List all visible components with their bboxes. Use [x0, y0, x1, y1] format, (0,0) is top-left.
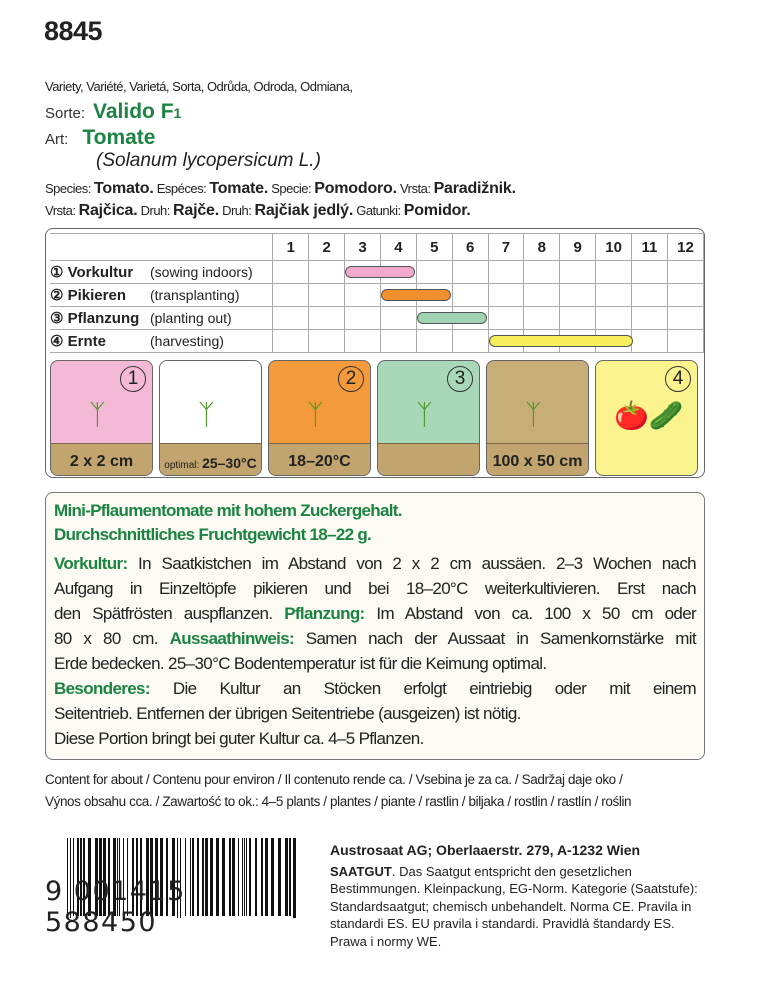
content-line-1: Content for about / Contenu pour environ / Il contenuto rende ca. / Vsebina je za ca. / Sadržaj daje oko /: [45, 772, 623, 787]
description-text: Aufgang in Einzeltöpfe pikieren und bei 18–20°C weiterkultivieren. Erst nach: [54, 579, 696, 598]
month-cell: [345, 330, 381, 353]
month-header: 7: [488, 234, 524, 261]
month-cell: [452, 261, 488, 284]
section-label: Pflanzung:: [284, 604, 365, 623]
month-cell: [273, 307, 309, 330]
barcode-digits: 9 001415 588450: [45, 876, 186, 938]
variety-label: Variety, Variété, Varietá, Sorta, Odrůda, Odroda, Odmiana,: [45, 79, 353, 94]
description-text: In Saatkistchen im Abstand von 2 x 2 cm aussäen. 2–3 Wochen nach: [127, 554, 696, 573]
panel-label-text: 25–30°C: [202, 455, 257, 471]
description-line: [54, 551, 696, 576]
description-text: [54, 551, 696, 751]
basket-icon: 🍅🥒: [614, 400, 684, 431]
panel-label-text: 18–20°C: [288, 453, 351, 470]
month-cell: [273, 284, 309, 307]
month-header: 11: [632, 234, 668, 261]
variety-row: [45, 100, 181, 124]
month-cell: [273, 261, 309, 284]
month-cell: [488, 307, 524, 330]
species-translation: Tomate.: [209, 180, 269, 197]
description-line: [54, 651, 696, 676]
instruction-panel: [268, 360, 371, 476]
month-cell: [632, 261, 668, 284]
month-header: 8: [524, 234, 560, 261]
month-cell: [632, 307, 668, 330]
month-cell: [596, 261, 632, 284]
month-cell: [309, 330, 345, 353]
variety-subscript: 1: [173, 105, 182, 121]
task-english: (planting out): [150, 310, 232, 326]
headline-1: Mini-Pflaumentomate mit hohem Zuckergehalt.: [54, 501, 402, 520]
species-translation: Tomato.: [93, 180, 154, 197]
month-cell: [667, 261, 703, 284]
task-bar: [381, 289, 451, 301]
species-lang-label: Druh:: [140, 203, 174, 218]
instruction-panel: [377, 360, 480, 476]
species-row: [45, 126, 155, 150]
task-bar: [489, 335, 633, 347]
soil-strip: [378, 443, 479, 475]
species-lang-label: Specie:: [271, 181, 315, 196]
task-name: ① Vorkultur: [50, 264, 134, 281]
species-lang-label: Druh:: [222, 203, 255, 218]
section-label: Aussaathinweis:: [169, 629, 295, 648]
month-header: 12: [667, 234, 703, 261]
calendar-corner: [50, 234, 273, 261]
month-cell: [560, 261, 596, 284]
month-cell: [452, 284, 488, 307]
month-cell: [524, 261, 560, 284]
species-name: Tomate: [82, 126, 156, 149]
month-cell: [596, 284, 632, 307]
species-translation: Rajčiak jedlý.: [254, 202, 354, 219]
month-cell: [309, 307, 345, 330]
saatgut-label: SAATGUT: [330, 863, 392, 879]
instruction-panel: [50, 360, 153, 476]
company-address: Austrosaat AG; Oberlaaerstr. 279, A-1232 Wien: [330, 842, 641, 858]
task-label: [50, 284, 273, 307]
instruction-panel: [159, 360, 262, 476]
month-cell: [416, 330, 452, 353]
calendar-row: [50, 307, 704, 330]
headline-2: Durchschnittliches Fruchtgewicht 18–22 g.: [54, 525, 372, 544]
task-english: (transplanting): [150, 287, 240, 303]
description-text: Erde bedecken. 25–30°C Bodentemperatur ist für die Keimung optimal.: [54, 654, 547, 673]
description-line: [54, 601, 696, 626]
species-lang-label: Espéces:: [156, 181, 210, 196]
month-cell: [309, 284, 345, 307]
month-cell: [416, 307, 452, 330]
description-text: den Spätfrösten auspflanzen.: [54, 604, 285, 623]
seedling-icon: ᛉ: [525, 399, 542, 430]
panel-label: [487, 453, 588, 471]
month-cell: [632, 284, 668, 307]
art-label: Art:: [45, 131, 69, 148]
product-code: 8845: [44, 16, 103, 46]
month-cell: [667, 284, 703, 307]
variety-name: [93, 100, 181, 124]
panel-label: [160, 455, 261, 471]
calendar-row: [50, 330, 704, 353]
calendar-row: [50, 284, 704, 307]
legal-body: . Das Saatgut entspricht den gesetzlichen Bestimmungen. Kleinpackung, EG-Norm. Kategorie (Saatstufe): Standardsaatgut; chemisch unbehandelt. Norma CE. Pravila in standardi ES. EU pravila i standardi. Pravidlá štandardy ES. Prawa i normy WE.: [330, 863, 698, 949]
species-translation: Rajčica.: [78, 202, 138, 219]
description-text: Diese Portion bringt bei guter Kultur ca. 4–5 Pflanzen.: [54, 729, 424, 748]
task-name: ④ Ernte: [50, 333, 106, 350]
task-name: ③ Pflanzung: [50, 310, 140, 327]
description-text: Die Kultur an Stöcken erfolgt eintriebig oder mit einem: [149, 679, 696, 698]
variety-name-text: Valido F: [93, 100, 174, 123]
month-cell: [452, 330, 488, 353]
task-bar: [345, 266, 415, 278]
description-box: [45, 492, 705, 760]
legal-text: [330, 863, 700, 951]
month-cell: [488, 284, 524, 307]
task-label: [50, 330, 273, 353]
description-text: Im Abstand von ca. 100 x 50 cm oder: [364, 604, 697, 623]
panel-label: [269, 453, 370, 471]
panel-label-small: optimal:: [164, 460, 203, 471]
month-cell: [667, 330, 703, 353]
description-line: [54, 701, 696, 726]
instruction-panel: [595, 360, 698, 476]
task-label: [50, 261, 273, 284]
month-cell: [560, 284, 596, 307]
species-translation: Pomidor.: [403, 202, 471, 219]
month-cell: [273, 330, 309, 353]
species-lang-label: Gatunki:: [356, 203, 404, 218]
task-english: (harvesting): [150, 333, 224, 349]
species-translation: Rajče.: [173, 202, 219, 219]
section-label: Besonderes:: [54, 679, 150, 698]
description-text: Samen nach der Aussaat in Samenkornstärke mit: [294, 629, 696, 648]
latin-name: (Solanum lycopersicum L.): [96, 150, 321, 171]
task-bar: [417, 312, 487, 324]
month-cell: [380, 284, 416, 307]
calendar-row: [50, 261, 704, 284]
month-header: 3: [345, 234, 381, 261]
description-line: [54, 626, 696, 651]
species-translation: Pomodoro.: [314, 180, 397, 197]
sorte-label: Sorte:: [45, 105, 86, 122]
month-header: 10: [596, 234, 632, 261]
description-line: [54, 676, 696, 701]
month-cell: [345, 261, 381, 284]
task-english: (sowing indoors): [150, 264, 253, 280]
instruction-panels: [50, 360, 698, 476]
species-translations-1: [45, 180, 516, 198]
species-translation: Paradižnik.: [433, 180, 516, 197]
barcode: [45, 838, 300, 938]
month-cell: [524, 284, 560, 307]
seedling-icon: ᛉ: [307, 399, 324, 430]
species-translations-2: [45, 202, 471, 220]
task-name: ② Pikieren: [50, 287, 126, 304]
step-number: 3: [447, 366, 473, 392]
hand-icon: ᛉ: [89, 399, 106, 430]
month-header: 6: [452, 234, 488, 261]
description-text: 80 x 80 cm.: [54, 629, 170, 648]
month-header: 2: [309, 234, 345, 261]
hand-icon: ᛉ: [198, 399, 215, 430]
description-line: [54, 576, 696, 601]
species-lang-label: Vrsta:: [45, 203, 79, 218]
description-line: [54, 726, 696, 751]
instruction-panel: [486, 360, 589, 476]
species-lang-label: Vrsta:: [399, 181, 434, 196]
month-cell: [345, 284, 381, 307]
panel-label-text: 2 x 2 cm: [69, 453, 134, 470]
month-header: 5: [416, 234, 452, 261]
panel-label: [51, 453, 152, 471]
month-cell: [380, 330, 416, 353]
step-number: 1: [120, 366, 146, 392]
month-cell: [596, 307, 632, 330]
month-cell: [345, 307, 381, 330]
content-line-2: Výnos obsahu cca. / Zawartość to ok.: 4–5 plants / plantes / piante / rastlin / biljaka / rostlin / rastlín / roślin: [45, 794, 632, 809]
company-info: [330, 842, 700, 950]
task-label: [50, 307, 273, 330]
month-cell: [380, 307, 416, 330]
month-cell: [524, 307, 560, 330]
month-cell: [667, 307, 703, 330]
step-number: 2: [338, 366, 364, 392]
panel-label-text: 100 x 50 cm: [492, 453, 583, 470]
month-header: 9: [560, 234, 596, 261]
seedling-icon: ᛉ: [416, 399, 433, 430]
month-cell: [309, 261, 345, 284]
description-text: Seitentrieb. Entfernen der übrigen Seitentriebe (ausgeizen) ist nötig.: [54, 704, 521, 723]
month-cell: [560, 307, 596, 330]
calendar-table: [50, 233, 704, 353]
section-label: Vorkultur:: [54, 554, 128, 573]
month-cell: [488, 261, 524, 284]
species-lang-label: Species:: [45, 181, 94, 196]
month-cell: [488, 330, 524, 353]
month-header: 1: [273, 234, 309, 261]
step-number: 4: [665, 366, 691, 392]
month-cell: [416, 261, 452, 284]
month-cell: [632, 330, 668, 353]
month-header: 4: [380, 234, 416, 261]
